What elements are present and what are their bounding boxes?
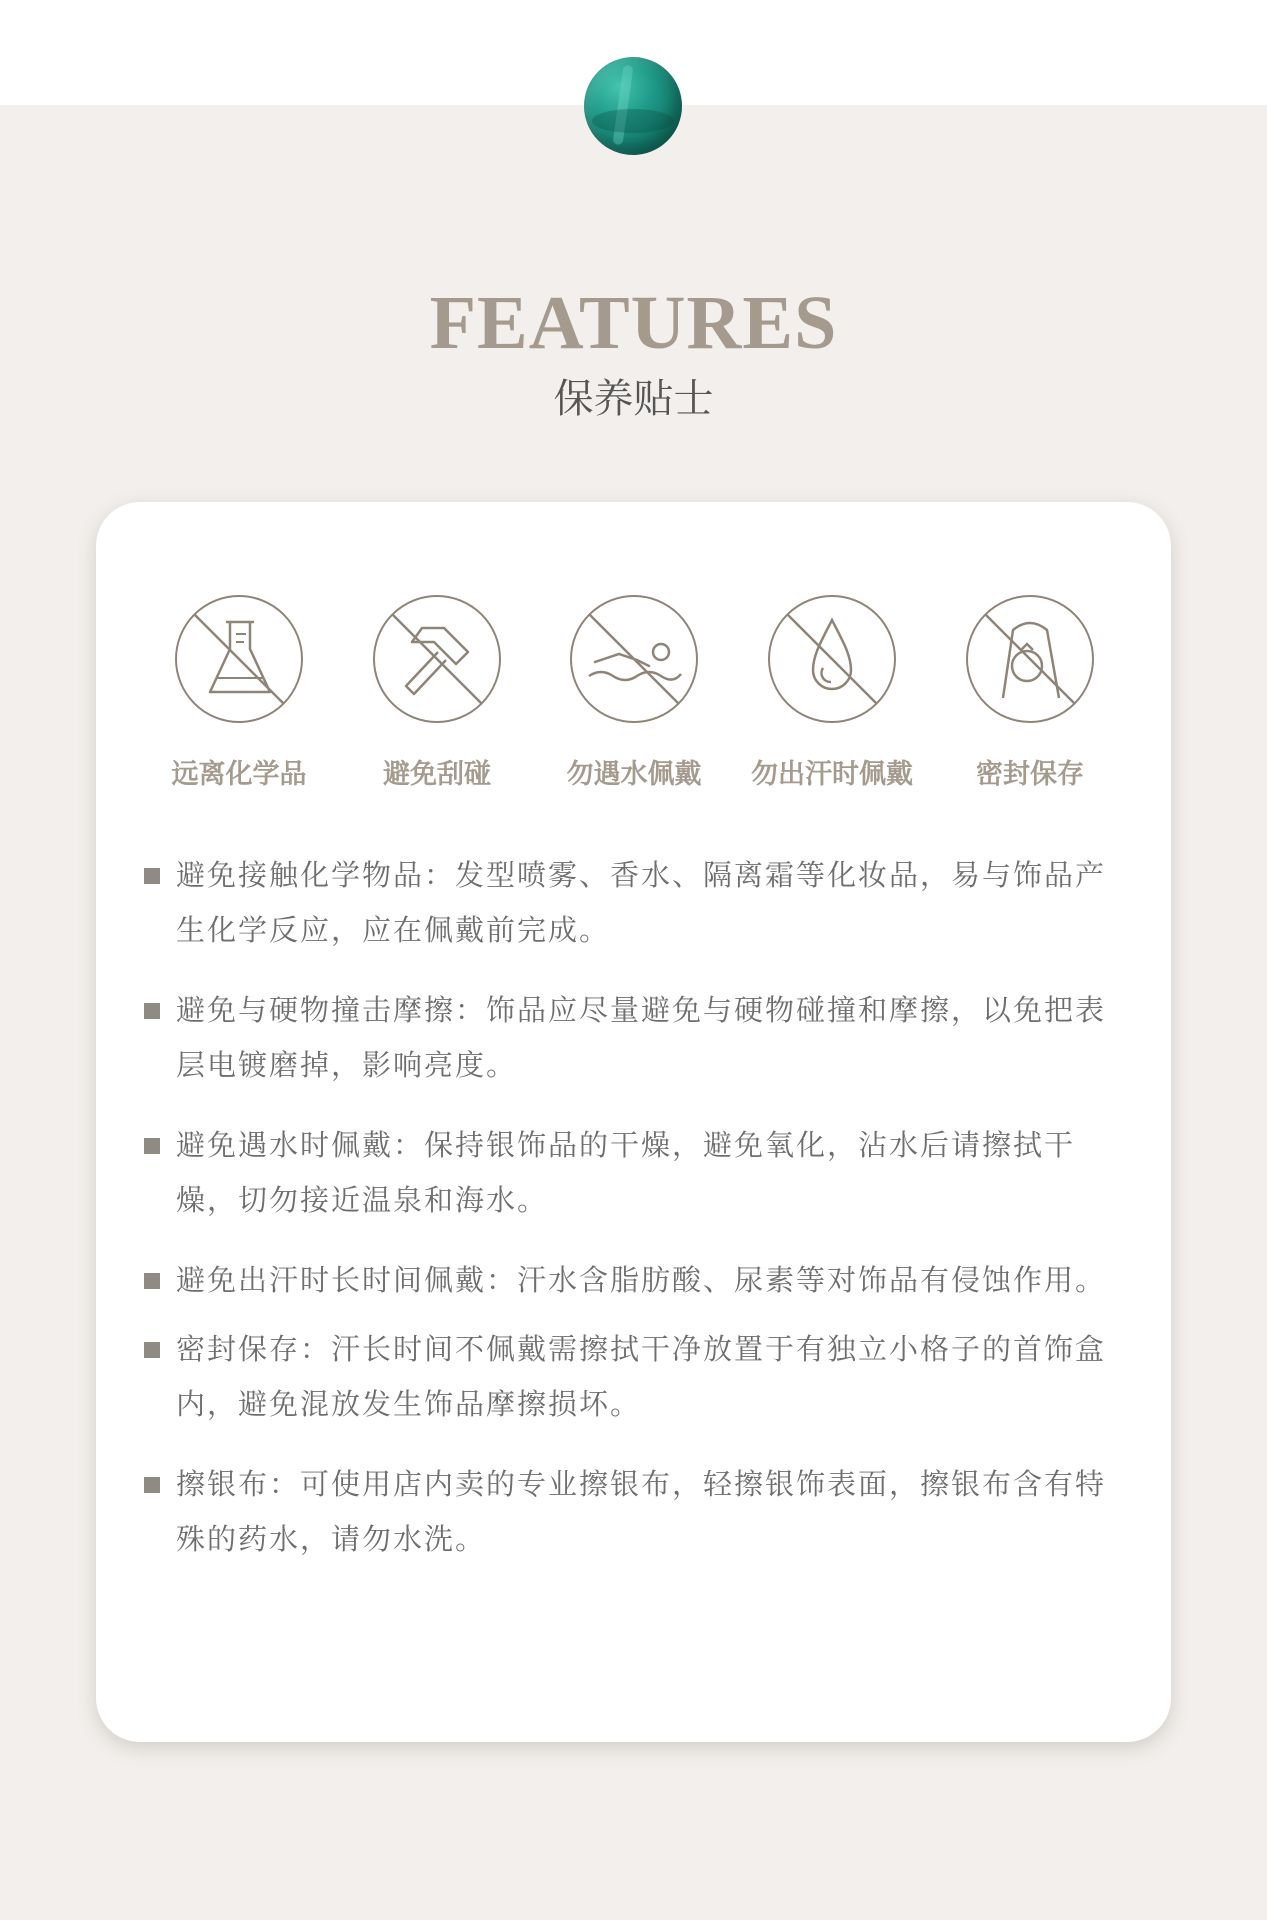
list-item (144, 1253, 1134, 1308)
drop-no-icon (767, 594, 897, 724)
list-item (144, 848, 1134, 958)
page-subtitle: 保养贴士 (553, 376, 714, 422)
tip-text: 避免接触化学物品：发型喷雾、香水、隔离霜等化妆品，易与饰品产生化学反应，应在佩戴前完成。 (176, 858, 1107, 947)
icon-label: 密封保存 (976, 759, 1084, 790)
bullet-icon (144, 1342, 160, 1358)
swim-no-icon (569, 594, 699, 724)
gem-image (584, 57, 682, 155)
icon-item-chemicals (139, 594, 339, 791)
care-card (96, 502, 1171, 1742)
icon-label: 远离化学品 (171, 759, 307, 790)
bullet-icon (144, 868, 160, 884)
bullet-icon (144, 1477, 160, 1493)
tip-text: 避免与硬物撞击摩擦：饰品应尽量避免与硬物碰撞和摩擦，以免把表层电镀磨掉，影响亮度。 (176, 993, 1107, 1082)
ring-bag-icon (965, 594, 1095, 724)
list-item (144, 1322, 1134, 1432)
icon-label: 勿出汗时佩戴 (751, 759, 913, 790)
list-item (144, 1457, 1134, 1567)
tip-text: 避免出汗时长时间佩戴：汗水含脂肪酸、尿素等对饰品有侵蚀作用。 (176, 1263, 1107, 1297)
flask-no-icon (174, 594, 304, 724)
bullet-icon (144, 1003, 160, 1019)
icon-item-sweat (732, 594, 932, 791)
page-title: FEATURES (429, 281, 838, 365)
list-item (144, 983, 1134, 1093)
care-tips-list (144, 848, 1134, 1567)
icon-label: 勿遇水佩戴 (566, 759, 702, 790)
list-item (144, 1118, 1134, 1228)
tip-text: 擦银布：可使用店内卖的专业擦银布，轻擦银饰表面，擦银布含有特殊的药水，请勿水洗。 (176, 1467, 1107, 1556)
tip-text: 避免遇水时佩戴：保持银饰品的干燥，避免氧化，沾水后请擦拭干燥，切勿接近温泉和海水。 (176, 1128, 1076, 1217)
icon-item-water (534, 594, 734, 791)
tip-text: 密封保存：汗长时间不佩戴需擦拭干净放置于有独立小格子的首饰盒内，避免混放发生饰品摩擦损坏。 (176, 1332, 1107, 1421)
hammer-no-icon (372, 594, 502, 724)
icon-item-storage (930, 594, 1130, 791)
icon-label: 避免刮碰 (383, 759, 491, 790)
bullet-icon (144, 1138, 160, 1154)
bullet-icon (144, 1273, 160, 1289)
icon-row (96, 594, 1171, 804)
icon-item-scratch (337, 594, 537, 791)
